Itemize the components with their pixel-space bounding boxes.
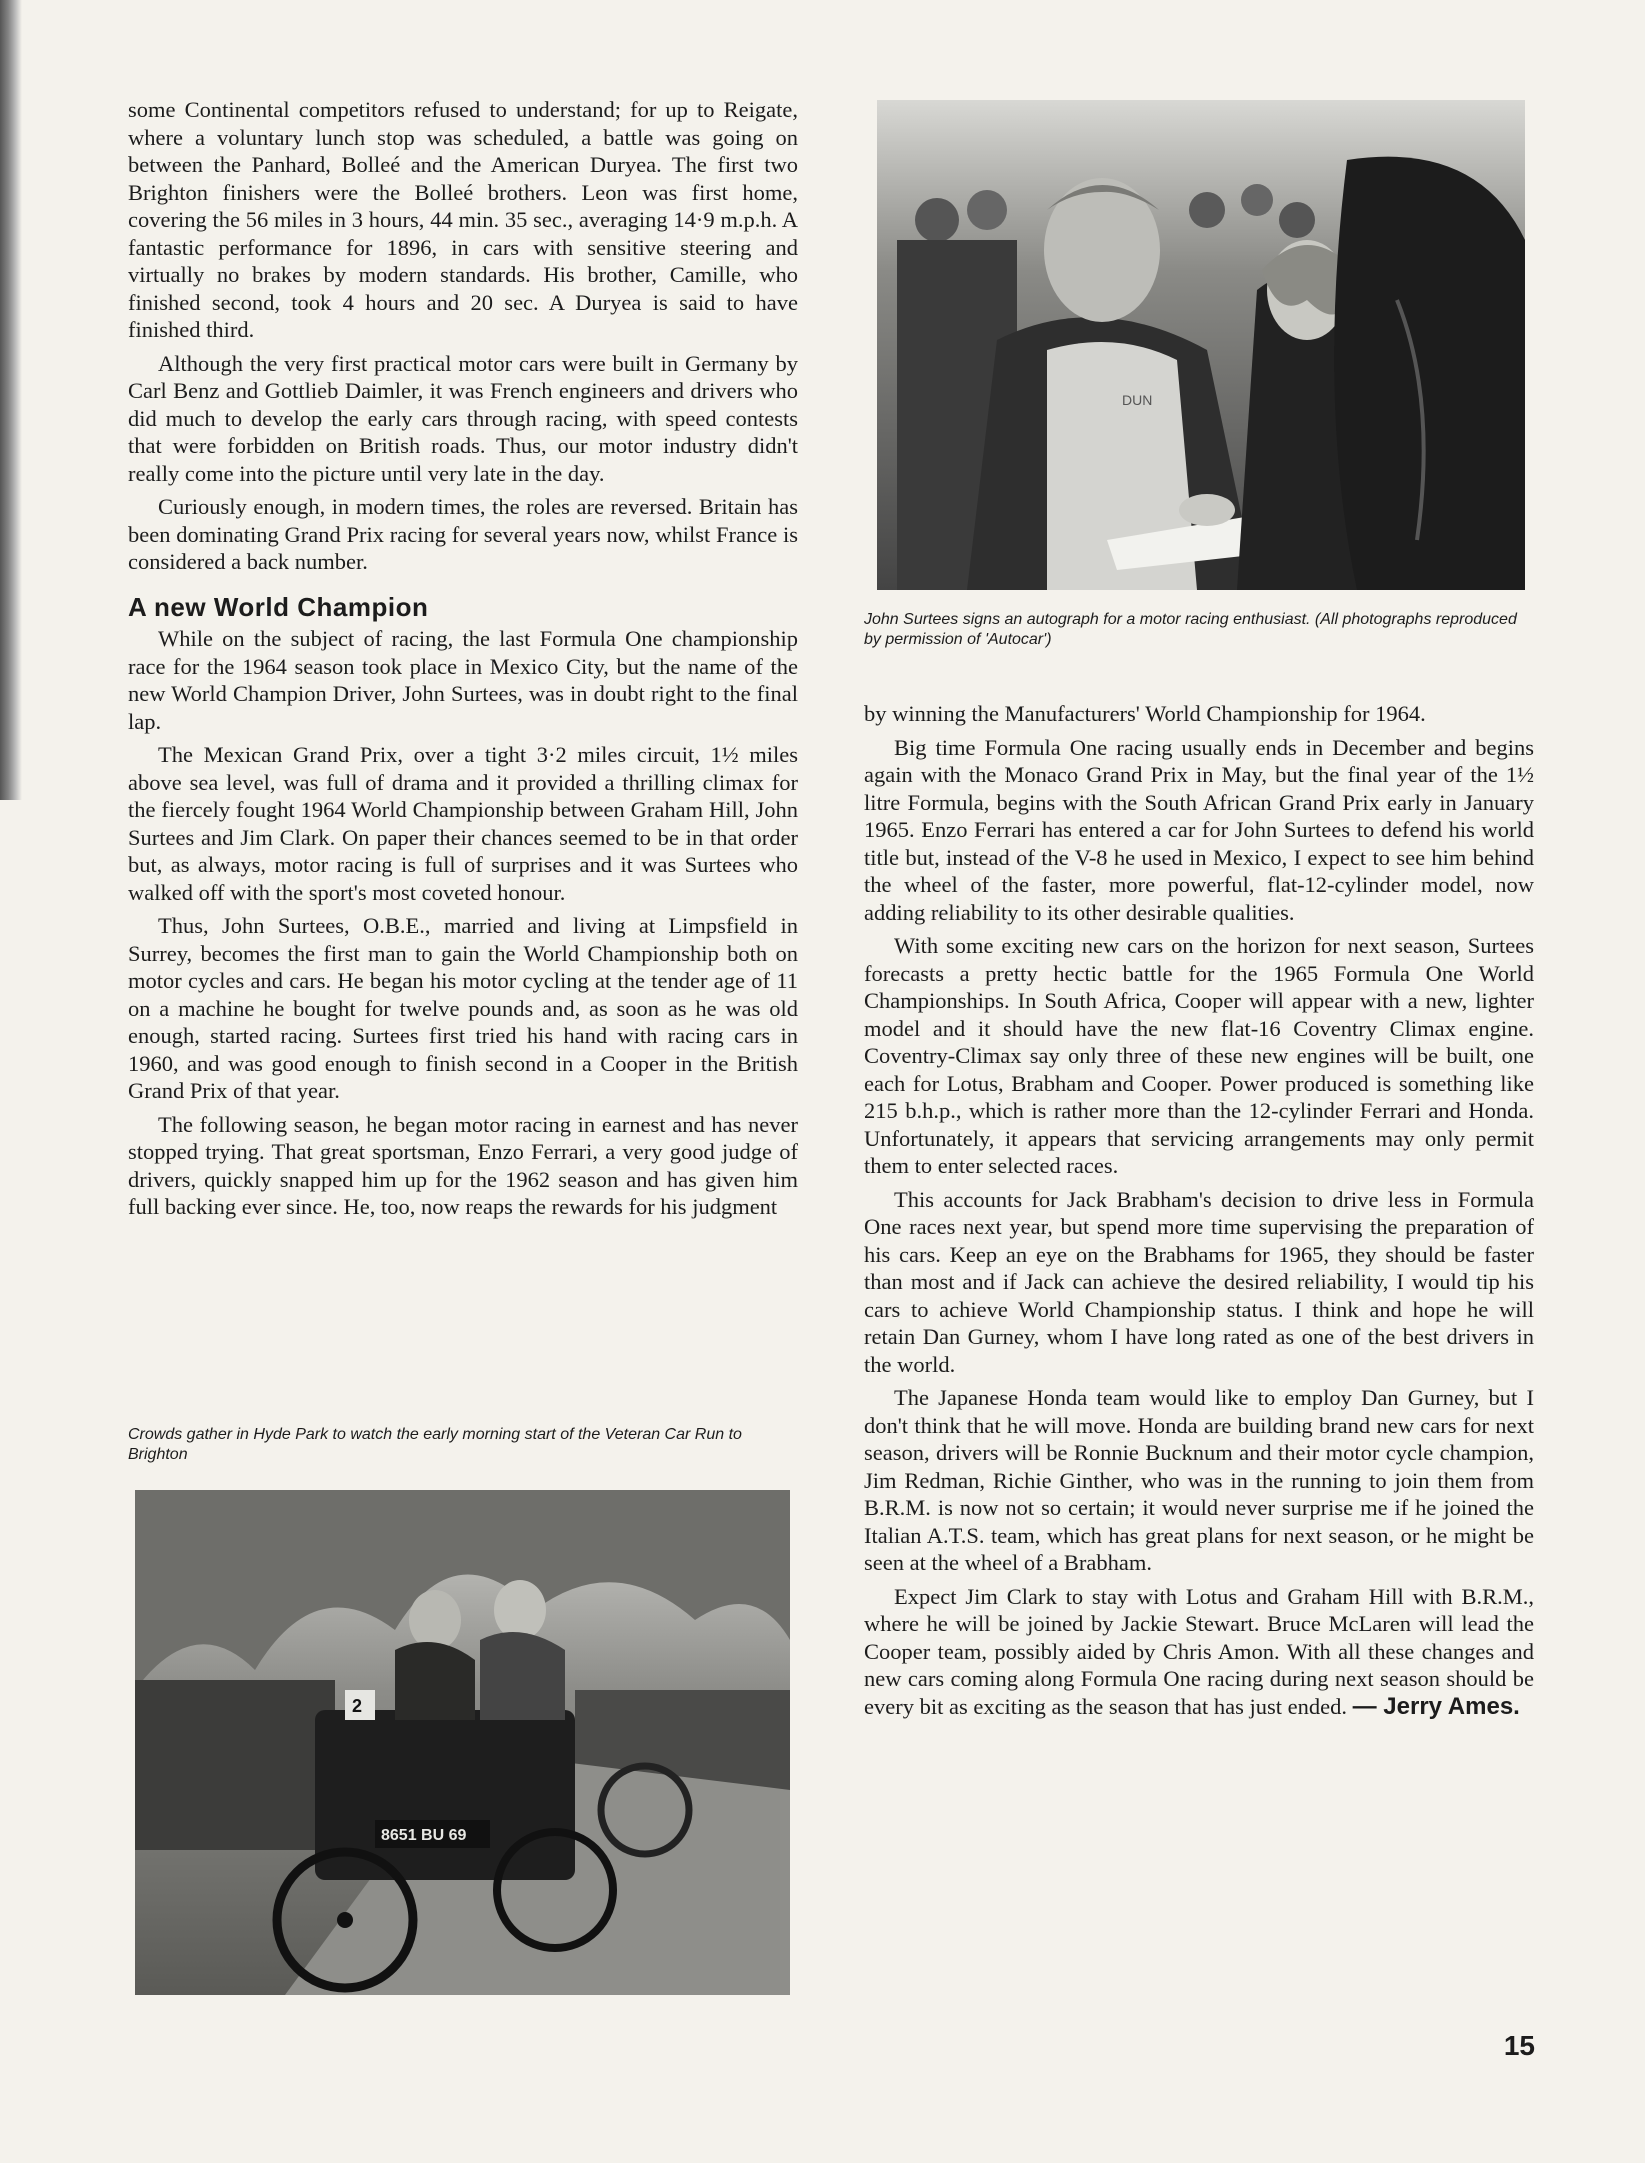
paragraph: While on the subject of racing, the last Formula One championship race for the 1964 season took place in Mexico City, but the name of the new World Champion Driver, John Surtees, was in doubt right to the final lap. — [128, 626, 798, 734]
surtees-autograph-photo — [877, 100, 1525, 590]
paragraph: The following season, he began motor racing in earnest and has never stopped trying. That great sportsman, Enzo Ferrari, a very good judge of drivers, quickly snapped him up for the 1962 season and has given him full backing ever since. He, too, now reaps the rewards for his judgment — [128, 1111, 798, 1219]
paragraph: With some exciting new cars on the horizon for next season, Surtees forecasts a pretty hectic battle for the 1965 Formula One World Championships. In South Africa, Cooper will appear with a new, lighter model and it should have the new flat-16 Coventry Climax engine. Coventry-Climax say only three of these new engines will be built, one each for Lotus, Brabham and Cooper. Power produced is something like 215 b.h.p., which is rather more than the 12-cylinder Ferrari and Honda. Unfortunately, it appears that servicing arrangements may only permit them to enter selected races. — [864, 933, 1534, 1178]
page-number: 15 — [1503, 2030, 1535, 2061]
closing-text: Expect Jim Clark to stay with Lotus and Graham Hill with B.R.M., where he will be joined by Jackie Stewart. Bruce McLaren will lead the Cooper team, possibly aided by Chris Amon. With all these changes and new cars coming along Formula One racing during next season should be every bit as exciting as the season that has just ended. — [864, 1583, 1534, 1719]
section-heading: A new World Champion — [128, 591, 429, 622]
paragraph: Although the very first practical motor cars were built in Germany by Carl Benz and Gottlieb Daimler, it was French engineers and drivers who did much to develop the early cars through racing, with speed contests that were forbidden on British roads. Thus, our motor industry didn't really come into the picture until very late in the day. — [128, 350, 798, 486]
photo-caption: Crowds gather in Hyde Park to watch the early morning start of the Veteran Car Run to Brighton — [128, 1426, 742, 1463]
binding-edge — [0, 0, 22, 800]
photo-illustration — [877, 100, 1525, 590]
paragraph: Curiously enough, in modern times, the roles are reversed. Britain has been dominating Grand Prix racing for several years now, whilst France is considered a back number. — [128, 494, 798, 574]
paragraph: by winning the Manufacturers' World Championship for 1964. — [864, 701, 1426, 726]
paragraph — [864, 1583, 1534, 1721]
author-byline: — Jerry Ames. — [1352, 1692, 1520, 1720]
paragraph: The Mexican Grand Prix, over a tight 3·2 miles circuit, 1½ miles above sea level, was full of drama and it provided a thrilling climax for the fiercely fought 1964 World Championship between Graham Hill, John Surtees and Jim Clark. On paper their chances seemed to be in that order but, as always, motor racing is full of surprises and it was Surtees who walked off with the sport's most coveted honour. — [128, 742, 798, 905]
veteran-car-photo — [135, 1490, 790, 1995]
paragraph: Big time Formula One racing usually ends in December and begins again with the Monaco Grand Prix in May, but the final year of the 1½ litre Formula, begins with the South African Grand Prix early in January 1965. Enzo Ferrari has entered a car for John Surtees to defend his world title but, instead of the V-8 he used in Mexico, I expect to see him behind the wheel of the faster, more powerful, flat-12-cylinder model, now adding reliability to its other desirable qualities. — [864, 734, 1534, 925]
photo-caption: John Surtees signs an autograph for a motor racing enthusiast. (All photographs reproduced by permission of 'Autocar') — [864, 611, 1517, 648]
paragraph: some Continental competitors refused to understand; for up to Reigate, where a voluntary lunch stop was scheduled, a battle was going on between the Panhard, Bolleé and the American Duryea. The first two Brighton finishers were the Bolleé brothers. Leon was first home, covering the 56 miles in 3 hours, 44 min. 35 sec., averaging 14·9 m.p.h. A fantastic performance for 1896, in cars with sensitive steering and virtually no brakes by modern standards. His brother, Camille, who finished second, took 4 hours and 20 sec. A Duryea is said to have finished third. — [128, 97, 798, 342]
left-column — [128, 96, 798, 1227]
paragraph: This accounts for Jack Brabham's decision to drive less in Formula One races next year, but spend more time supervising the preparation of his cars. Keep an eye on the Brabhams for 1965, they should be faster than most and if Jack can achieve the desired reliability, I would tip his cars to achieve World Championship status. I think and hope he will retain Dan Gurney, whom I have long rated as one of the best drivers in the world. — [864, 1186, 1534, 1377]
paragraph: Thus, John Surtees, O.B.E., married and living at Limpsfield in Surrey, becomes the first man to gain the World Championship both on motor cycles and cars. He began his motor cycling at the tender age of 11 on a machine he bought for twelve pounds and, as soon as he was old enough, started racing. Surtees first tried his hand with racing cars in 1960, and was good enough to finish second in a Cooper in the British Grand Prix of that year. — [128, 913, 798, 1103]
right-column — [864, 700, 1534, 1726]
photo-illustration — [135, 1490, 790, 1995]
paragraph: The Japanese Honda team would like to employ Dan Gurney, but I don't think that he will move. Honda are building brand new cars for next season, drivers will be Ronnie Bucknum and their motor cycle champion, Jim Redman, Richie Ginther, who was in the running to join them from B.R.M. is now not so certain; it would never surprise me if he joined the Italian A.T.S. team, which has great plans for next season, or he might be seen at the wheel of a Brabham. — [864, 1385, 1534, 1575]
car-number: 2 — [352, 1696, 363, 1716]
shirt-text: DUN — [1122, 392, 1153, 408]
number-plate: 8651 BU 69 — [381, 1827, 467, 1844]
